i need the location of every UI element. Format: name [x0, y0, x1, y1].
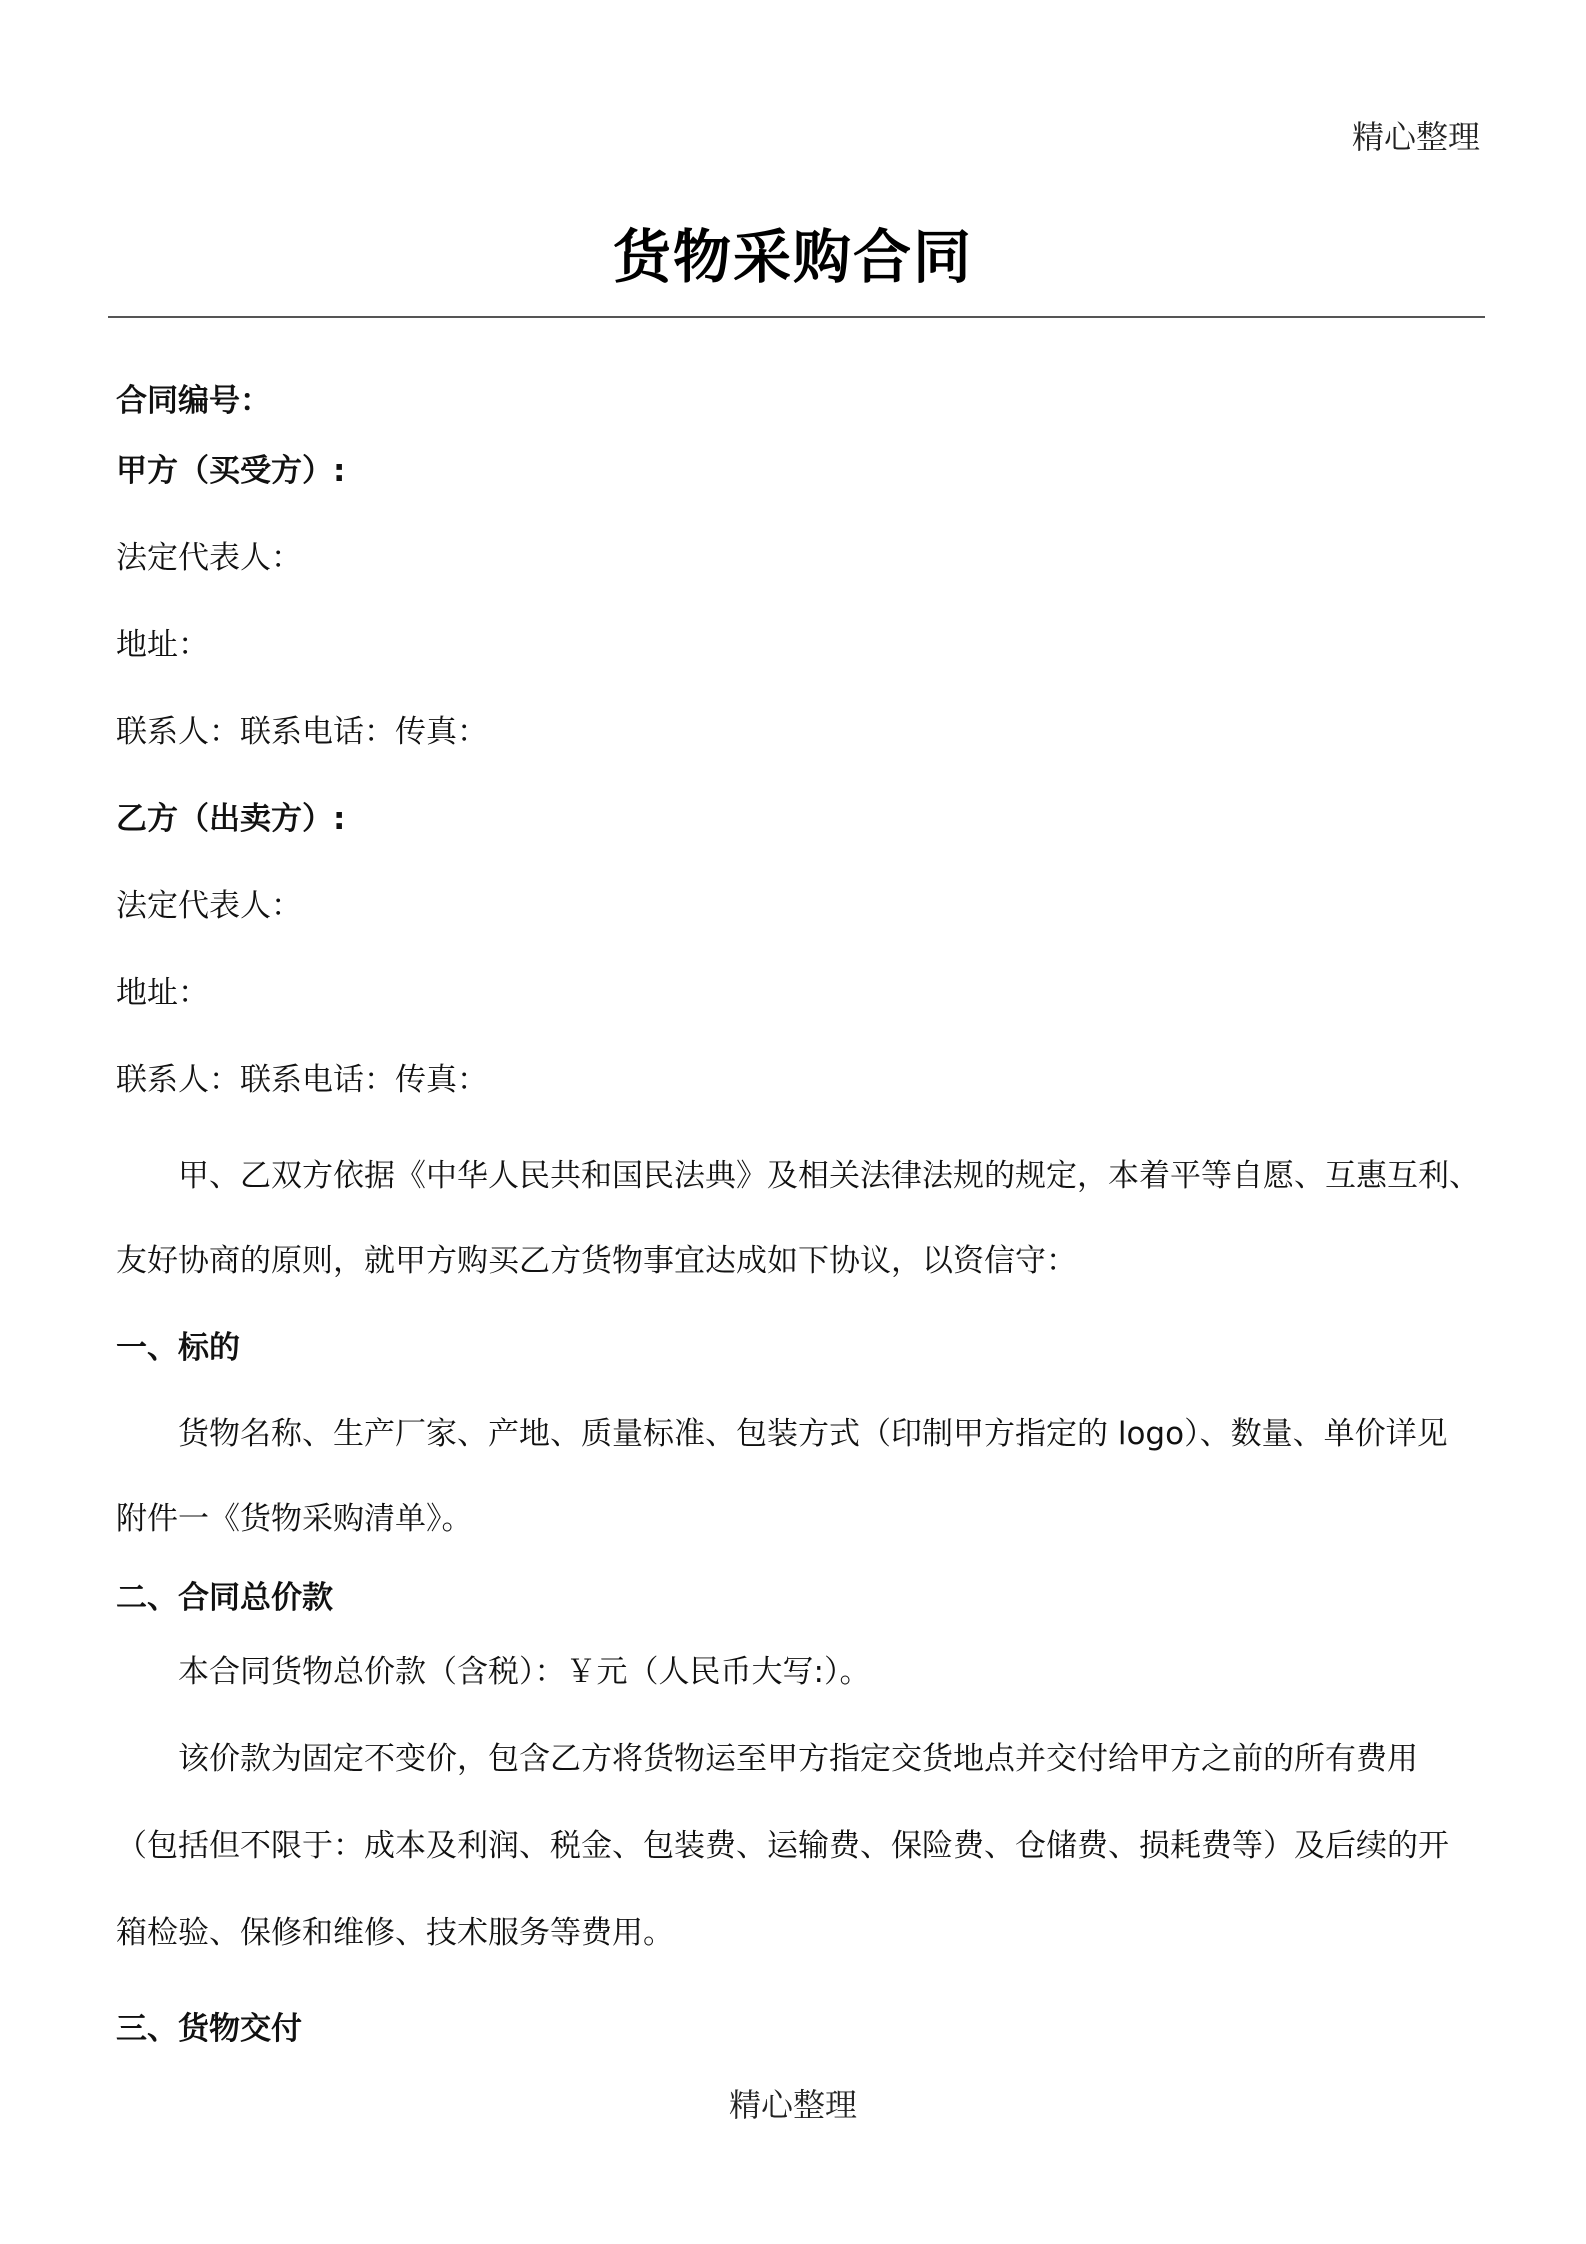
footer-note: 精心整理 — [728, 2086, 857, 2124]
section-line: 该价款为固定不变价，包含乙方将货物运至甲方指定交货地点并交付给甲方之前的所有费用 — [178, 1741, 1418, 1777]
section-line: 货物名称、生产厂家、产地、质量标准、包装方式（印制甲方指定的 logo）、数量、单价详见 — [178, 1416, 1448, 1452]
section-line: 附件一《货物采购清单》。 — [116, 1501, 473, 1537]
section-heading: 二、合同总价款 — [116, 1580, 333, 1616]
section-line: （包括但不限于：成本及利润、税金、包装费、运输费、保险费、仓储费、损耗费等）及后续的开 — [116, 1828, 1449, 1864]
document-title: 货物采购合同 — [612, 223, 973, 291]
party-a-label: 甲方（买受方）: — [116, 453, 346, 489]
preamble-line: 友好协商的原则，就甲方购买乙方货物事宜达成如下协议，以资信守： — [116, 1243, 1077, 1279]
header-note: 精心整理 — [1351, 118, 1480, 156]
title-divider — [108, 316, 1485, 318]
party-b-label: 乙方（出卖方）: — [116, 801, 346, 837]
section-line: 本合同货物总价款（含税）：￥元（人民币大写:）。 — [178, 1654, 871, 1690]
section-heading: 三、货物交付 — [116, 2011, 302, 2047]
party-b-address: 地址： — [116, 975, 209, 1011]
party-a-contact: 联系人：联系电话：传真： — [116, 714, 488, 750]
party-a-representative: 法定代表人： — [116, 540, 302, 576]
party-a-address: 地址： — [116, 627, 209, 663]
party-b-representative: 法定代表人： — [116, 888, 302, 924]
section-line: 箱检验、保修和维修、技术服务等费用。 — [116, 1915, 674, 1951]
section-heading: 一、标的 — [116, 1330, 240, 1366]
party-b-contact: 联系人：联系电话：传真： — [116, 1062, 488, 1098]
preamble-line: 甲、乙双方依据《中华人民共和国民法典》及相关法律法规的规定，本着平等自愿、互惠互利、 — [178, 1158, 1480, 1194]
contract-number-label: 合同编号： — [116, 383, 271, 419]
